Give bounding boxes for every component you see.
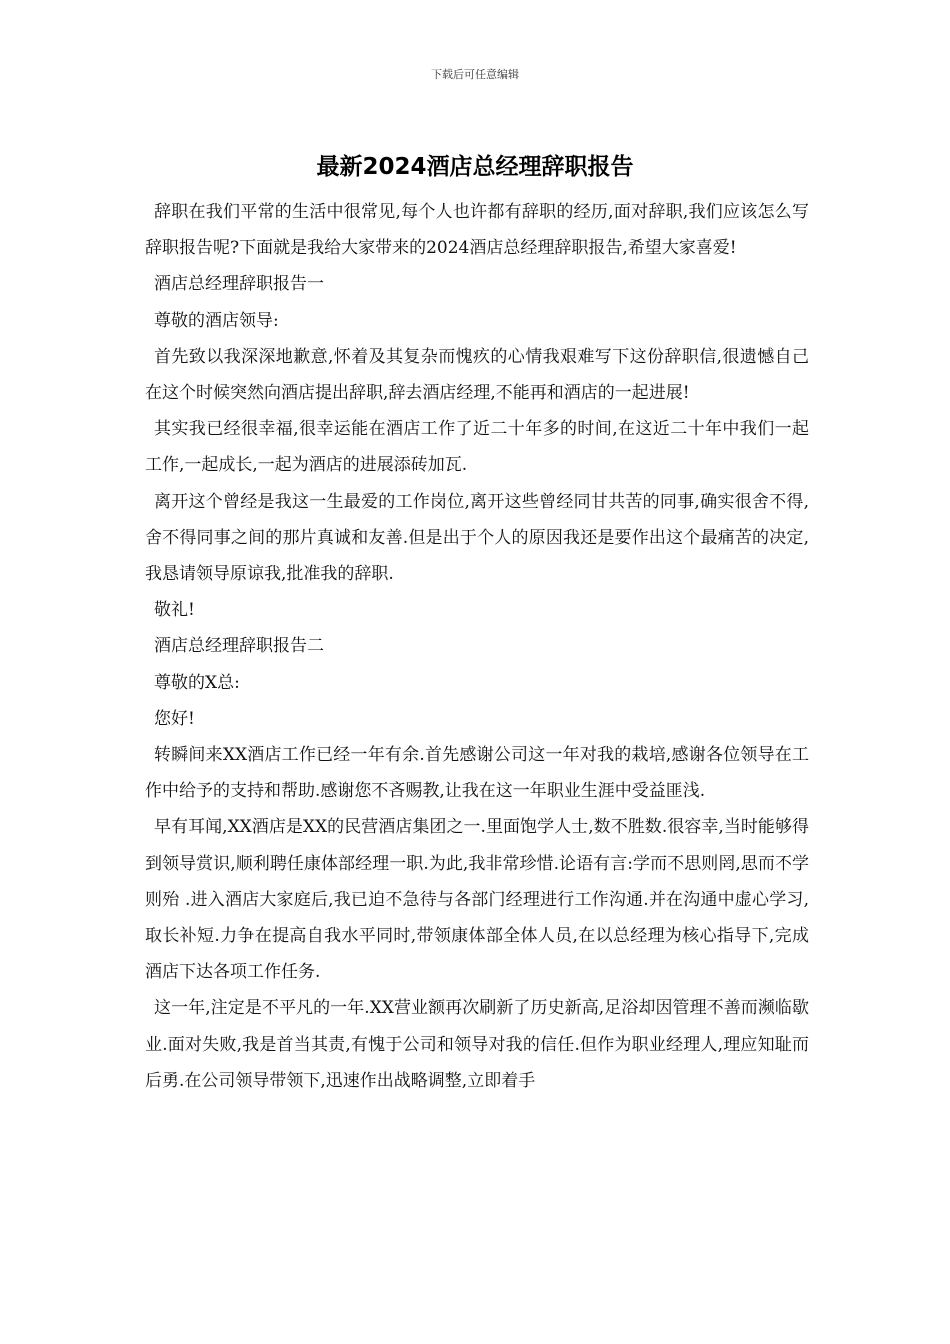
paragraph: 其实我已经很幸福,很幸运能在酒店工作了近二十年多的时间,在这近二十年中我们一起工作,一起成长,一起为酒店的进展添砖加瓦.	[145, 419, 809, 476]
document-body	[145, 194, 809, 1099]
paragraph: 早有耳闻,XX酒店是XX的民营酒店集团之一.里面饱学人士,数不胜数.很容幸,当时能够得到领导赏识,顺利聘任康体部经理一职.为此,我非常珍惜.论语有言:学而不思则罔,思而不学则殆 .进入酒店大家庭后,我已迫不急待与各部门经理进行工作沟通.并在沟通中虚心学习,取长补短.力争在提高自我水平同时,带领康体部全体人员,在以总经理为核心指导下,完成酒店下达各项工作任务.	[145, 817, 809, 983]
salutation-two: 尊敬的X总:	[154, 672, 240, 693]
document-title: 最新2024酒店总经理辞职报告	[316, 154, 634, 180]
closing-salute: 敬礼!	[154, 600, 195, 621]
header-note: 下载后可任意编辑	[431, 68, 519, 81]
paragraph: 离开这个曾经是我这一生最爱的工作岗位,离开这些曾经同甘共苦的同事,确实很舍不得,舍不得同事之间的那片真诚和友善.但是出于个人的原因我还是要作出这个最痛苦的决定,我恳请领导原谅我,批准我的辞职.	[145, 491, 809, 585]
greeting: 您好!	[154, 708, 195, 729]
salutation-one: 尊敬的酒店领导:	[154, 310, 279, 331]
paragraph: 首先致以我深深地歉意,怀着及其复杂而愧疚的心情我艰难写下这份辞职信,很遗憾自己在这个时候突然向酒店提出辞职,辞去酒店经理,不能再和酒店的一起进展!	[145, 346, 809, 404]
paragraph-intro: 辞职在我们平常的生活中很常见,每个人也许都有辞职的经历,面对辞职,我们应该怎么写辞职报告呢?下面就是我给大家带来的2024酒店总经理辞职报告,希望大家喜爱!	[145, 202, 809, 259]
section-heading-one: 酒店总经理辞职报告一	[154, 274, 324, 295]
section-heading-two: 酒店总经理辞职报告二	[154, 636, 324, 657]
paragraph: 这一年,注定是不平凡的一年.XX营业额再次刷新了历史新高,足浴却因管理不善而濒临歇业.面对失败,我是首当其责,有愧于公司和领导对我的信任.但作为职业经理人,理应知耻而后勇.在公司领导带领下,迅速作出战略调整,立即着手	[145, 998, 809, 1091]
paragraph: 转瞬间来XX酒店工作已经一年有余.首先感谢公司这一年对我的栽培,感谢各位领导在工作中给予的支持和帮助.感谢您不吝赐教,让我在这一年职业生涯中受益匪浅.	[145, 745, 809, 802]
